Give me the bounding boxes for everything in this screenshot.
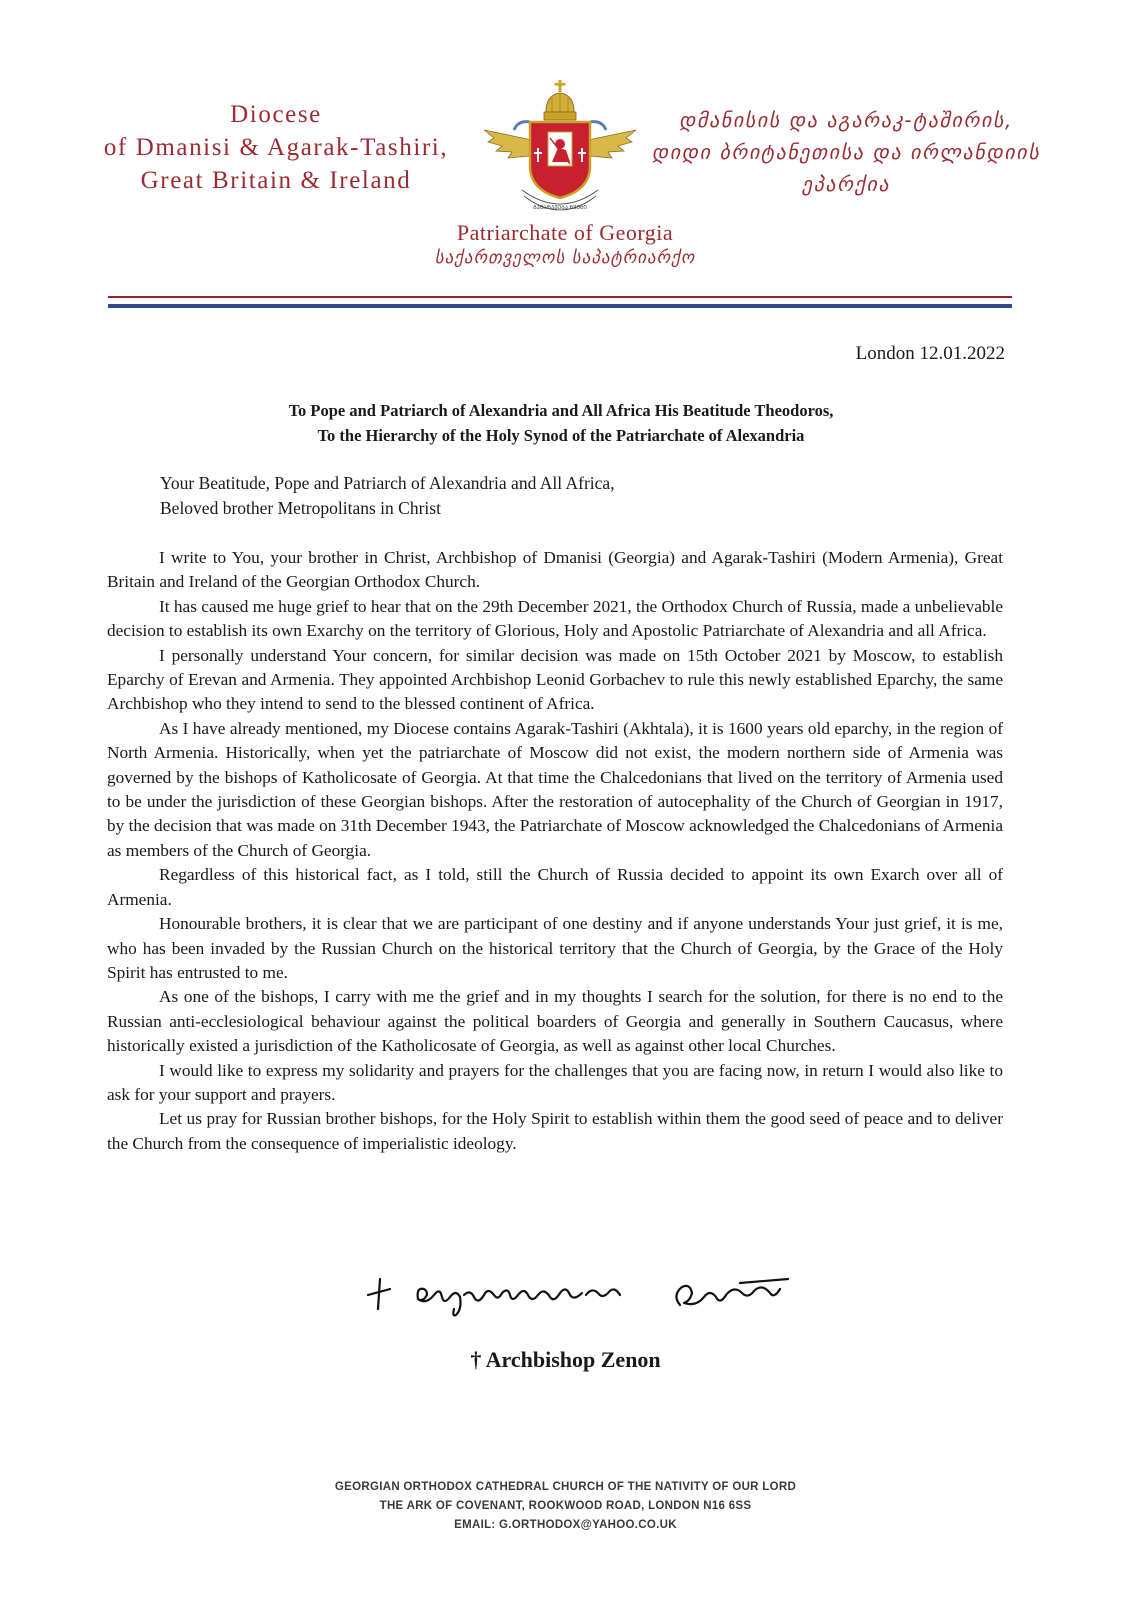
handwritten-signature xyxy=(360,1265,820,1325)
body-paragraph: I would like to express my solidarity and prayers for the challenges that you are facing now, in return I would also like to ask for your support and prayers. xyxy=(107,1060,1003,1104)
patriarchate-ka: საქართველოს საპატრიარქო xyxy=(434,248,696,268)
diocese-title-line: of Dmanisi & Agarak-Tashiri, xyxy=(103,134,449,161)
diocese-title-ka-line: ეპარქია xyxy=(801,172,891,196)
footer-line: GEORGIAN ORTHODOX CATHEDRAL CHURCH OF THE NATIVITY OF OUR LORD xyxy=(334,1481,797,1493)
body-paragraph: Let us pray for Russian brother bishops, for the Holy Spirit to establish within them the good seed of peace and to deliver the Church from the consequence of imperialistic ideology. xyxy=(107,1109,1003,1153)
diocese-title-en xyxy=(70,98,482,197)
addressee-block xyxy=(110,398,1012,448)
body-paragraph: Honourable brothers, it is clear that we are participant of one destiny and if anyone understands Your just grief, it is me, who has been invaded by the Russian Church on the historical territory that the Church of Georgia, by the Grace of the Holy Spirit has entrusted to me. xyxy=(107,914,1003,982)
patriarchate-label xyxy=(420,220,710,270)
footer-address xyxy=(0,1478,1131,1535)
salutation-block xyxy=(160,471,615,521)
salutation-line: Your Beatitude, Pope and Patriarch of Alexandria and All Africa, xyxy=(160,473,615,493)
addressee-line: To the Hierarchy of the Holy Synod of the Patriarchate of Alexandria xyxy=(317,426,805,445)
motto-text: ᲒᲐᲛᲐᲠᲯᲕᲔᲑᲐ ᲩᲕᲔᲜᲘ xyxy=(533,205,587,211)
signer-name: † Archbishop Zenon xyxy=(470,1347,661,1372)
addressee-line: To Pope and Patriarch of Alexandria and All Africa His Beatitude Theodoros, xyxy=(288,401,834,420)
salutation-line: Beloved brother Metropolitans in Christ xyxy=(160,498,441,518)
patriarchate-en: Patriarchate of Georgia xyxy=(456,220,674,245)
header-divider-blue xyxy=(108,304,1012,308)
footer-line: THE ARK OF COVENANT, ROOKWOOD ROAD, LONDON N16 6SS xyxy=(379,1500,752,1512)
body-paragraph: As I have already mentioned, my Diocese contains Agarak-Tashiri (Akhtala), it is 1600 years old eparchy, in the region of North Armenia. Historically, when yet the patriarchate of Moscow did not exist, the modern northern side of Armenia was governed by the bishops of Katholicosate of Georgia. At that time the Chalcedonians that lived on the territory of Armenia used to be under the jurisdiction of these Georgian bishops. After the restoration of autocephality of the Church of Georgian in 1917, by the decision that was made on 31th December 1943, the Patriarchate of Moscow acknowledged the Chalcedonians of Armenia as members of the Church of Georgia. xyxy=(107,718,1003,860)
dome-icon xyxy=(544,93,576,120)
body-paragraph: I personally understand Your concern, for similar decision was made on 15th October 2021 by Moscow, to establish Eparchy of Erevan and Armenia. They appointed Archbishop Leonid Gorbachev to rule this newly established Eparchy, the same Archbishop who they intend to send to the blessed continent of Africa. xyxy=(107,645,1003,714)
cross-icon xyxy=(555,80,566,92)
diocese-title-line: Great Britain & Ireland xyxy=(140,167,412,194)
letter-body xyxy=(107,546,1003,1156)
body-paragraph: As one of the bishops, I carry with me the grief and in my thoughts I search for the solution, for there is no end to the Russian anti-ecclesiological behaviour against the political boarders of Georgia and generally in Southern Caucasus, where historically existed a jurisdiction of the Katholicosate of Georgia, as well as against other local Churches. xyxy=(107,987,1003,1056)
body-paragraph: It has caused me huge grief to hear that on the 29th December 2021, the Orthodox Church of Russia, made a unbelievable decision to establish its own Exarchy on the territory of Glorious, Holy and Apostolic Patriarchate of Alexandria and all Africa. xyxy=(107,596,1003,641)
header-divider-red xyxy=(108,296,1012,298)
footer-line: EMAIL: G.ORTHODOX@YAHOO.CO.UK xyxy=(454,1519,677,1531)
diocese-title-line: Diocese xyxy=(230,101,322,128)
patriarchate-emblem xyxy=(480,78,640,218)
letter-date: London 12.01.2022 xyxy=(855,343,1005,364)
diocese-title-ka-line: დმანისის და აგარაკ-ტაშირის, xyxy=(679,108,1013,132)
body-paragraph: I write to You, your brother in Christ, Archbishop of Dmanisi (Georgia) and Agarak-Tashiri (Modern Armenia), Great Britain and Ireland of the Georgian Orthodox Church. xyxy=(107,548,1003,592)
body-paragraph: Regardless of this historical fact, as I told, still the Church of Russia decided to appoint its own Exarch over all of Armenia. xyxy=(107,865,1003,909)
shield-icon xyxy=(530,122,590,198)
diocese-title-ka-line: დიდი ბრიტანეთისა და ირლანდიის xyxy=(651,140,1041,164)
diocese-title-ka xyxy=(636,104,1056,200)
